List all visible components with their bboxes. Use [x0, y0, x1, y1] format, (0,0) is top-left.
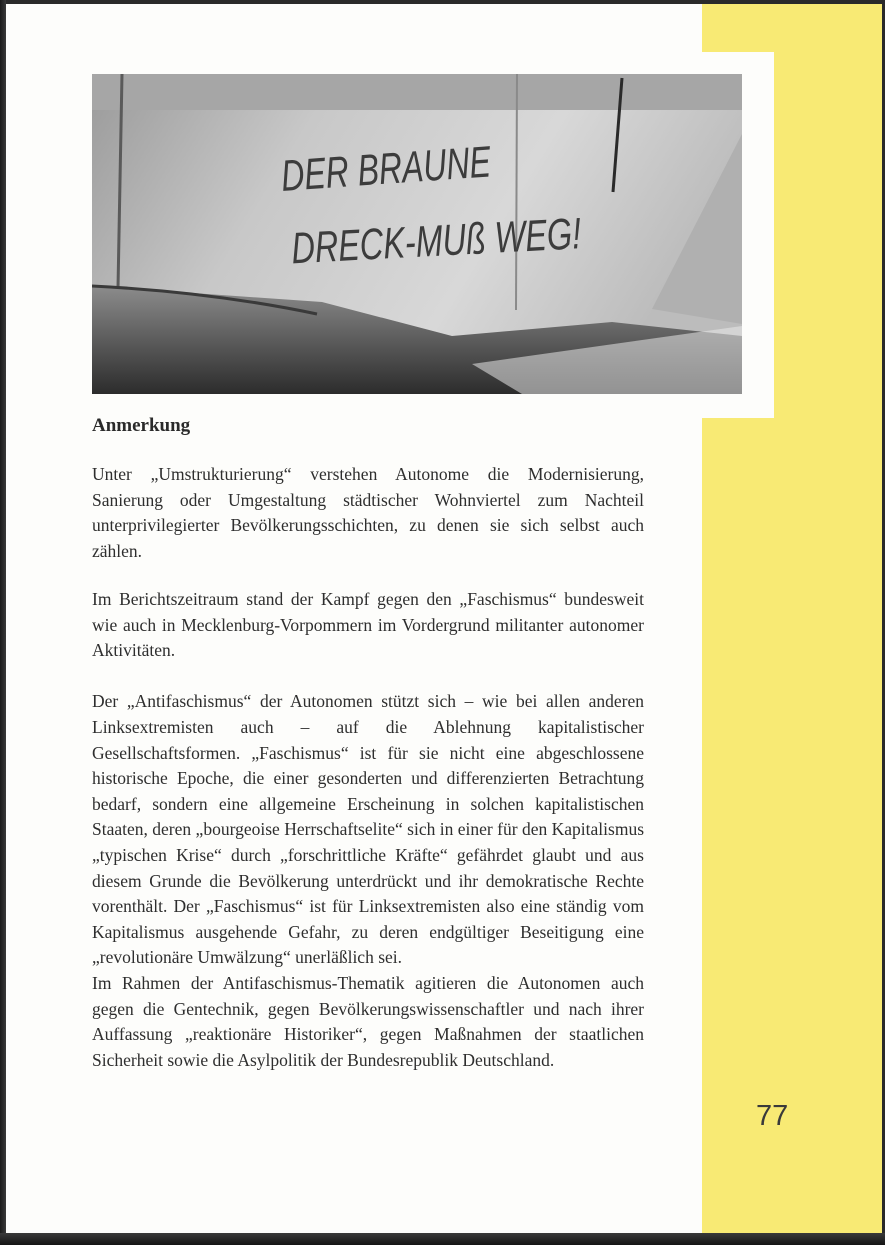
- body-text: [92, 587, 644, 1073]
- page-bottom-shadow: [0, 1233, 885, 1245]
- note-heading: Anmerkung: [92, 415, 191, 436]
- note-paragraph: Unter „Umstrukturierung“ verstehen Autonome die Modernisierung, Sanierung oder Umgestaltung städtischer Wohnviertel zum Nachteil unterprivilegierter Bevölkerungsschichten, zu denen sie sich selbst auch zählen.: [92, 464, 644, 561]
- page-number: 77: [756, 1100, 789, 1132]
- book-page: [4, 4, 882, 1234]
- page-binding-shadow: [0, 0, 6, 1245]
- body-paragraph-3: Im Rahmen der Antifaschismus-Thematik agitieren die Autonomen auch gegen die Gentechnik, gegen Bevölkerungswissenschaftler und nach ihrer Auffassung „reaktionäre Historiker“, gegen Maßnahmen der staatlichen Sicherheit sowie die Asylpolitik der Bundesrepublik Deutschland.: [92, 972, 644, 1070]
- graffiti-photo: [92, 74, 742, 394]
- body-paragraph-1: Im Berichtszeitraum stand der Kampf gegen den „Faschismus“ bundesweit wie auch in Mecklenburg-Vorpommern im Vordergrund militanter autonomer Aktivitäten.: [92, 589, 644, 661]
- graffiti-text-line1: DER BRAUNE: [279, 131, 571, 201]
- graffiti-text-line2: DRECK-MUß WEG!: [290, 203, 686, 274]
- body-paragraph-2: Der „Antifaschismus“ der Autonomen stützt sich – wie bei allen anderen Linksextremisten auch – auf die Ablehnung kapitalistischer Gesellschaftsformen. „Faschismus“ ist für sie nicht eine abgeschlossene historische Epoche, die einer gesonderten und differenzierten Betrachtung bedarf, sondern eine allgemeine Erscheinung in solchen kapitalistischen Staaten, deren „bourgeoise Herrschaftselite“ sich in einer für den Kapitalismus „typischen Krise“ durch „forschrittliche Kräfte“ gefährdet glaubt und aus diesem Grunde die Bevölkerung unterdrückt und ihr demokratische Rechte vorenthält. Der „Faschismus“ ist für Linksextremisten also eine ständig vom Kapitalismus ausgehende Gefahr, zu deren endgültiger Beseitigung eine „revolutionäre Umwälzung“ unerläßlich sei.: [92, 691, 644, 968]
